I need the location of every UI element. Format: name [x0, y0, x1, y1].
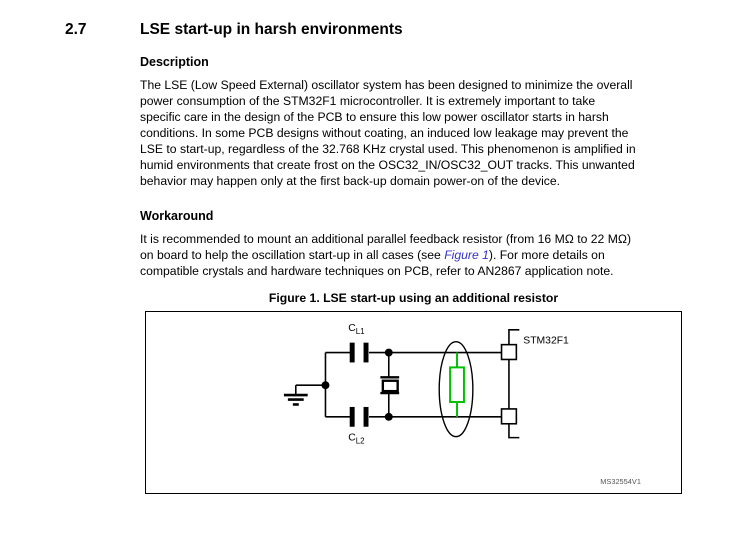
paragraph-text: on board to help the oscillation start-up in all cases (see	[140, 248, 445, 262]
paragraph-line	[140, 247, 710, 263]
figure-1	[145, 291, 682, 494]
mcu-pins	[502, 330, 520, 438]
paragraph-line: compatible crystals and hardware techniques on PCB, refer to AN2867 application note.	[140, 264, 614, 278]
feedback-resistor	[450, 353, 464, 417]
workaround-paragraph	[140, 231, 710, 279]
paragraph-line: It is recommended to mount an additional parallel feedback resistor (from 16 MΩ to 22 MΩ)	[140, 232, 632, 246]
paragraph-line: The LSE (Low Speed External) oscillator system has been designed to minimize the overall	[140, 78, 633, 92]
description-paragraph	[140, 77, 710, 189]
paragraph-line: specific care in the design of the PCB to ensure this low power oscillator starts in harsh	[140, 110, 609, 124]
content-column	[140, 55, 710, 494]
workaround-heading: Workaround	[140, 209, 214, 223]
section-title: LSE start-up in harsh environments	[140, 21, 403, 38]
paragraph-line: power consumption of the STM32F1 microcontroller. It is extremely important to take	[140, 94, 596, 108]
description-heading: Description	[140, 55, 209, 69]
paragraph-line: humid environments that create frost on the OSC32_IN/OSC32_OUT tracks. This unwanted	[140, 158, 635, 172]
circuit-diagram	[146, 312, 681, 493]
section-heading	[0, 21, 743, 39]
crystal-icon	[380, 377, 399, 393]
ground-symbol-icon	[284, 385, 326, 404]
cl1-label: $C_{L1}$	[348, 322, 365, 336]
figure-frame	[145, 311, 682, 494]
paragraph-text: ). For more details on	[488, 248, 605, 262]
capacitor-cl2	[350, 407, 369, 427]
capacitor-cl1	[350, 343, 369, 363]
paragraph-line: behavior may happen only at the first back-up domain power-on of the device.	[140, 174, 561, 188]
figure-caption: Figure 1. LSE start-up using an additional resistor	[268, 291, 559, 305]
paragraph-line: LSE to start-up, regardless of the 32.768 KHz crystal used. This phenomenon is amplified in	[140, 142, 636, 156]
paragraph-line: conditions. In some PCB designs without coating, an induced low leakage may prevent the	[140, 126, 629, 140]
stm32f1-label: STM32F1	[523, 335, 569, 347]
section-number: 2.7	[65, 21, 87, 38]
figure-1-link[interactable]: Figure 1	[444, 248, 489, 262]
cl2-label: $C_{L2}$	[348, 432, 365, 446]
figure-watermark: MS32554V1	[600, 477, 641, 487]
